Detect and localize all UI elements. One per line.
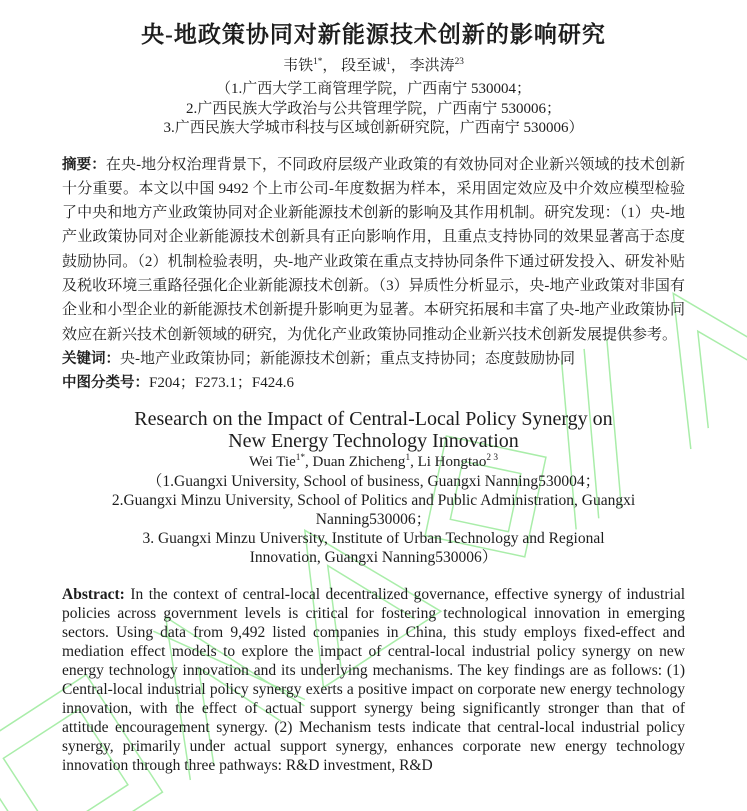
affiliations-en bbox=[62, 472, 685, 567]
clc-text: F204；F273.1；F424.6 bbox=[149, 375, 295, 392]
title-en-line: New Energy Technology Innovation bbox=[228, 429, 519, 452]
author-superscript: 1* bbox=[313, 57, 323, 67]
authors-zh bbox=[62, 56, 685, 76]
keywords-line bbox=[62, 347, 685, 371]
abstract-text-zh: 在央-地分权治理背景下，不同政府层级产业政策的有效协同对企业新兴领域的技术创新十分重要。本文以中国 9492 个上市公司-年度数据为样本，采用固定效应及中介效应模型检验了中央和地方产业政策协同对企业新能源技术创新的影响及其作用机制。研究发现：（1）央-地产业政策协同对企业新能源技术创新具有正向影响作用，且重点支持协同的效果显著高于态度鼓励协同。（2）机制检验表明，央-地产业政策在重点支持协同条件下通过研发投入、研发补贴及税收环境三重路径强化企业新能源技术创新。（3）异质性分析显示，央-地产业政策对非国有企业和小型企业的新能源技术创新提升影响更为显著。本研究拓展和丰富了央-地产业政策协同效应在新兴技术创新领域的研究，为优化产业政策协同推动企业新兴技术创新发展提供参考。 bbox=[62, 156, 686, 343]
clc-label: 中图分类号： bbox=[62, 375, 149, 392]
abstract-text-en: In the context of central-local decentralized governance, effective synergy of industrial policies across government levels is critical for fostering technological innovation in emerging sectors. Using data from 9,492 listed companies in China, this study employs fixed-effect and mediation effect models to explore the impact of central-local industrial policy synergy on new energy technology innovation and its underlying mechanisms. The key findings are as follows: (1) Central-local industrial policy synergy exerts a positive impact on corporate new energy technology innovation, with the effect of actual support synergy being significantly stronger than that of attitude encouragement synergy. (2) Mechanism tests indicate that central-local industrial policy synergy, primarily under actual support synergy, enhances corporate new energy technology innovation through three pathways: R&D investment, R&D bbox=[62, 586, 686, 775]
affiliations-zh bbox=[62, 80, 685, 139]
authors-en bbox=[62, 452, 685, 472]
abstract-label-zh: 摘要： bbox=[62, 156, 106, 173]
paper-content bbox=[62, 22, 685, 775]
author-superscript: 1* bbox=[295, 453, 306, 464]
title-en-line: Research on the Impact of Central-Local Policy Synergy on bbox=[134, 408, 613, 431]
author-superscript: 2 3 bbox=[486, 453, 498, 464]
abstract-en bbox=[62, 585, 685, 775]
affiliation-line: 2.Guangxi Minzu University, School of Politics and Public Administration, Guangxi bbox=[111, 492, 636, 510]
affiliation-line: （1.Guangxi University, School of business, Guangxi Nanning530004； bbox=[146, 473, 601, 491]
author-en: Duan Zhicheng$^1$, bbox=[312, 453, 418, 471]
title-zh: 央-地政策协同对新能源技术创新的影响研究 bbox=[141, 22, 606, 47]
keywords-label: 关键词： bbox=[62, 350, 120, 367]
author-zh: 李洪涛$^{23}$ bbox=[409, 57, 464, 74]
affiliation-line: 3.广西民族大学城市科技与区域创新研究院，广西南宁 530006） bbox=[163, 120, 584, 136]
affiliation-line: Innovation, Guangxi Nanning530006） bbox=[249, 549, 498, 567]
author-en: Wei Tie$^{1*}$, bbox=[249, 453, 313, 471]
affiliation-line: 2.广西民族大学政治与公共管理学院，广西南宁 530006； bbox=[185, 100, 561, 117]
author-zh: 段至诚$^1$， bbox=[341, 57, 406, 74]
affiliation-line: （1.广西大学工商管理学院，广西南宁 530004； bbox=[215, 81, 531, 97]
author-en: Li Hongtao$^{2 3}$ bbox=[417, 453, 498, 471]
author-superscript: 1 bbox=[386, 57, 391, 67]
abstract-zh bbox=[62, 153, 685, 347]
author-superscript: 1 bbox=[405, 453, 411, 464]
affiliation-line: Nanning530006； bbox=[315, 511, 432, 529]
abstract-label-en: Abstract: bbox=[62, 586, 125, 604]
clc-line bbox=[62, 371, 685, 395]
affiliation-line: 3. Guangxi Minzu University, Institute of Urban Technology and Regional bbox=[142, 530, 605, 548]
author-zh: 韦铁$^{1*}$， bbox=[283, 57, 338, 74]
keywords-text: 央-地产业政策协同；新能源技术创新；重点支持协同；态度鼓励协同 bbox=[120, 350, 575, 367]
title-en bbox=[62, 409, 685, 452]
author-superscript: 23 bbox=[454, 57, 464, 67]
